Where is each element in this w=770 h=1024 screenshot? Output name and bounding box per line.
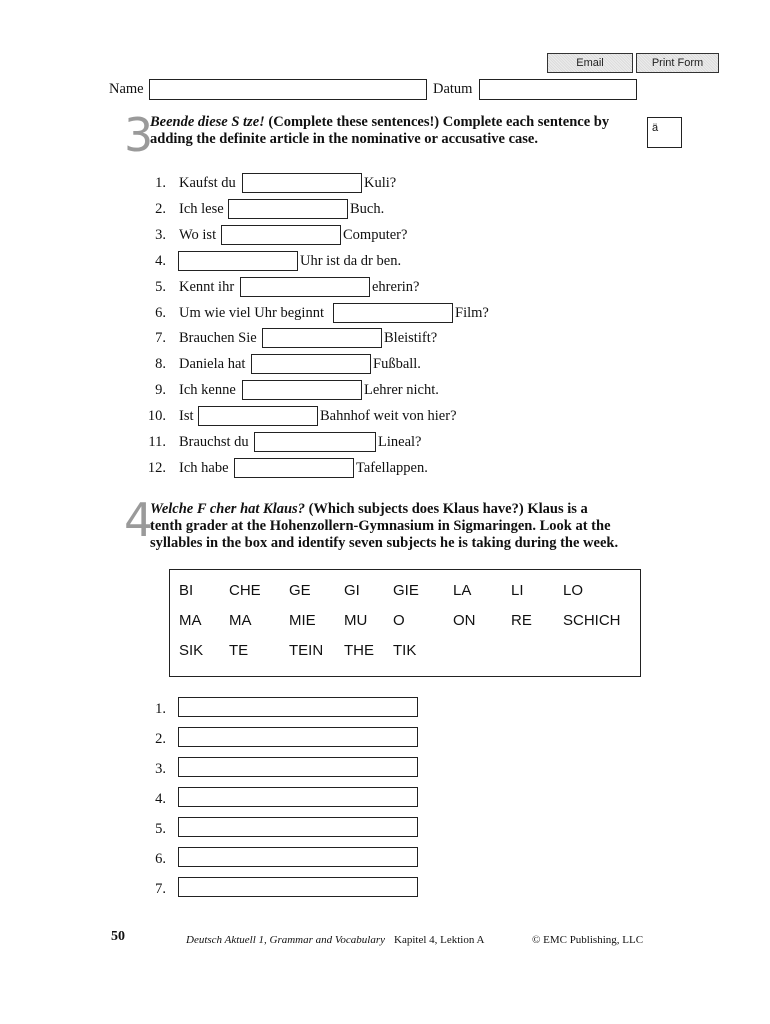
sentence-end: Fußball.	[373, 356, 421, 373]
sentence-end: Film?	[455, 304, 489, 321]
syllable: O	[393, 612, 405, 629]
syllable: TIK	[393, 642, 417, 659]
sentence-end: Buch.	[350, 200, 385, 217]
article-input[interactable]	[228, 199, 348, 219]
item-number: 6.	[155, 304, 166, 321]
item-number: 8.	[155, 356, 166, 373]
subject-answer-input[interactable]	[178, 787, 418, 807]
article-input[interactable]	[178, 251, 298, 271]
syllable: SCHICH	[563, 612, 621, 629]
syllable: MA	[179, 612, 202, 629]
email-button[interactable]: Email	[547, 53, 633, 73]
item-number: 1.	[155, 175, 166, 191]
sentence-start: Brauchst du	[179, 434, 249, 450]
syllable: GE	[289, 582, 311, 599]
item-number: 5.	[155, 278, 166, 295]
sentence-end: ehrerin?	[372, 278, 420, 295]
sentence-start: Ich habe	[179, 459, 229, 476]
answer-number: 3.	[155, 761, 166, 777]
footer-copyright: © EMC Publishing, LLC	[532, 934, 644, 946]
section-4-instructions	[150, 501, 660, 552]
sentence-end: Lehrer nicht.	[364, 382, 439, 399]
syllable: LA	[453, 582, 472, 599]
sentence-start: Wo ist	[179, 226, 217, 243]
subject-answer-input[interactable]	[178, 817, 418, 837]
datum-label: Datum	[433, 81, 473, 97]
section-3-instructions	[150, 114, 650, 148]
section-3-title-rest: (Complete these sentences!) Complete each sentence by	[264, 114, 610, 130]
sentence-end: Lineal?	[378, 434, 422, 450]
sentence-end: Bahnhof weit von hier?	[320, 408, 457, 425]
section-3-number: 3	[124, 108, 154, 162]
section-4-title-rest: (Which subjects does Klaus have?) Klaus is a	[304, 501, 588, 517]
sentence-start: Um wie viel Uhr beginnt	[179, 304, 324, 321]
syllable: MIE	[289, 612, 316, 629]
answer-number: 2.	[155, 731, 166, 747]
answer-number: 1.	[155, 701, 166, 717]
article-input[interactable]	[221, 225, 341, 245]
article-input[interactable]	[240, 277, 370, 297]
syllable: LO	[563, 582, 584, 599]
answer-number: 6.	[155, 851, 166, 867]
section-4-title: Welche F cher hat Klaus?	[150, 501, 305, 517]
item-number: 3.	[155, 226, 166, 243]
section-4-line2: tenth grader at the Hohenzollern-Gymnasium in Sigmaringen. Look at the	[150, 518, 611, 534]
item-number: 10.	[147, 408, 166, 425]
section-4-line3: syllables in the box and identify seven subjects he is taking during the week.	[150, 535, 619, 551]
syllable: MA	[229, 612, 252, 629]
item-number: 12.	[147, 459, 166, 476]
subject-answer-input[interactable]	[178, 697, 418, 717]
sentence-start: Ist	[179, 408, 194, 425]
article-input[interactable]	[242, 173, 362, 193]
subject-answer-input[interactable]	[178, 847, 418, 867]
article-input[interactable]	[251, 354, 371, 374]
sentence-start: Daniela hat	[179, 356, 246, 373]
sentence-end: Bleistift?	[384, 330, 438, 347]
answer-number: 7.	[155, 881, 166, 897]
subject-answer-input[interactable]	[178, 877, 418, 897]
item-number: 7.	[155, 330, 166, 347]
answer-number: 4.	[155, 791, 166, 807]
item-number: 9.	[155, 382, 166, 399]
syllable: MU	[344, 612, 368, 629]
article-input[interactable]	[254, 432, 376, 452]
syllable: TE	[229, 642, 249, 659]
syllable: TEIN	[289, 642, 324, 659]
footer-book-title: Deutsch Aktuell 1, Grammar and Vocabulary	[186, 934, 385, 946]
article-input[interactable]	[333, 303, 453, 323]
article-input[interactable]	[198, 406, 318, 426]
section-4-number: 4	[124, 493, 154, 547]
syllable: ON	[453, 612, 476, 629]
syllable: RE	[511, 612, 532, 629]
subject-answer-input[interactable]	[178, 727, 418, 747]
item-number: 4.	[155, 252, 166, 269]
side-answer-box[interactable]: ä	[647, 117, 682, 148]
syllable: LI	[511, 582, 524, 599]
syllable: CHE	[229, 582, 261, 599]
syllable: THE	[344, 642, 374, 659]
article-input[interactable]	[262, 328, 382, 348]
sentence-start: Ich kenne	[179, 382, 236, 399]
name-label: Name	[109, 81, 144, 97]
sentence-start: Ich lese	[179, 200, 224, 217]
syllable: GIE	[393, 582, 419, 599]
article-input[interactable]	[234, 458, 354, 478]
sentence-end: Kuli?	[364, 175, 397, 191]
syllable: SIK	[179, 642, 204, 659]
sentence-end: Computer?	[343, 226, 408, 243]
print-form-button[interactable]: Print Form	[636, 53, 719, 73]
footer-chapter: Kapitel 4, Lektion A	[394, 934, 485, 946]
sentence-start: Brauchen Sie	[179, 330, 257, 347]
sentence-end: Tafellappen.	[356, 459, 428, 476]
item-number: 2.	[155, 200, 166, 217]
answer-number: 5.	[155, 821, 166, 837]
syllable: GI	[344, 582, 360, 599]
sentence-end: Uhr ist da dr ben.	[300, 252, 402, 269]
datum-field[interactable]	[479, 79, 637, 100]
article-input[interactable]	[242, 380, 362, 400]
item-number: 11.	[148, 434, 166, 450]
section-3-title: Beende diese S tze!	[150, 114, 265, 130]
name-field[interactable]	[149, 79, 427, 100]
syllable: BI	[179, 582, 194, 599]
sentence-start: Kennt ihr	[179, 278, 235, 295]
page-number: 50	[111, 929, 125, 944]
sentence-start: Kaufst du	[179, 175, 236, 191]
subject-answer-input[interactable]	[178, 757, 418, 777]
section-3-line2: adding the definite article in the nominative or accusative case.	[150, 131, 538, 147]
